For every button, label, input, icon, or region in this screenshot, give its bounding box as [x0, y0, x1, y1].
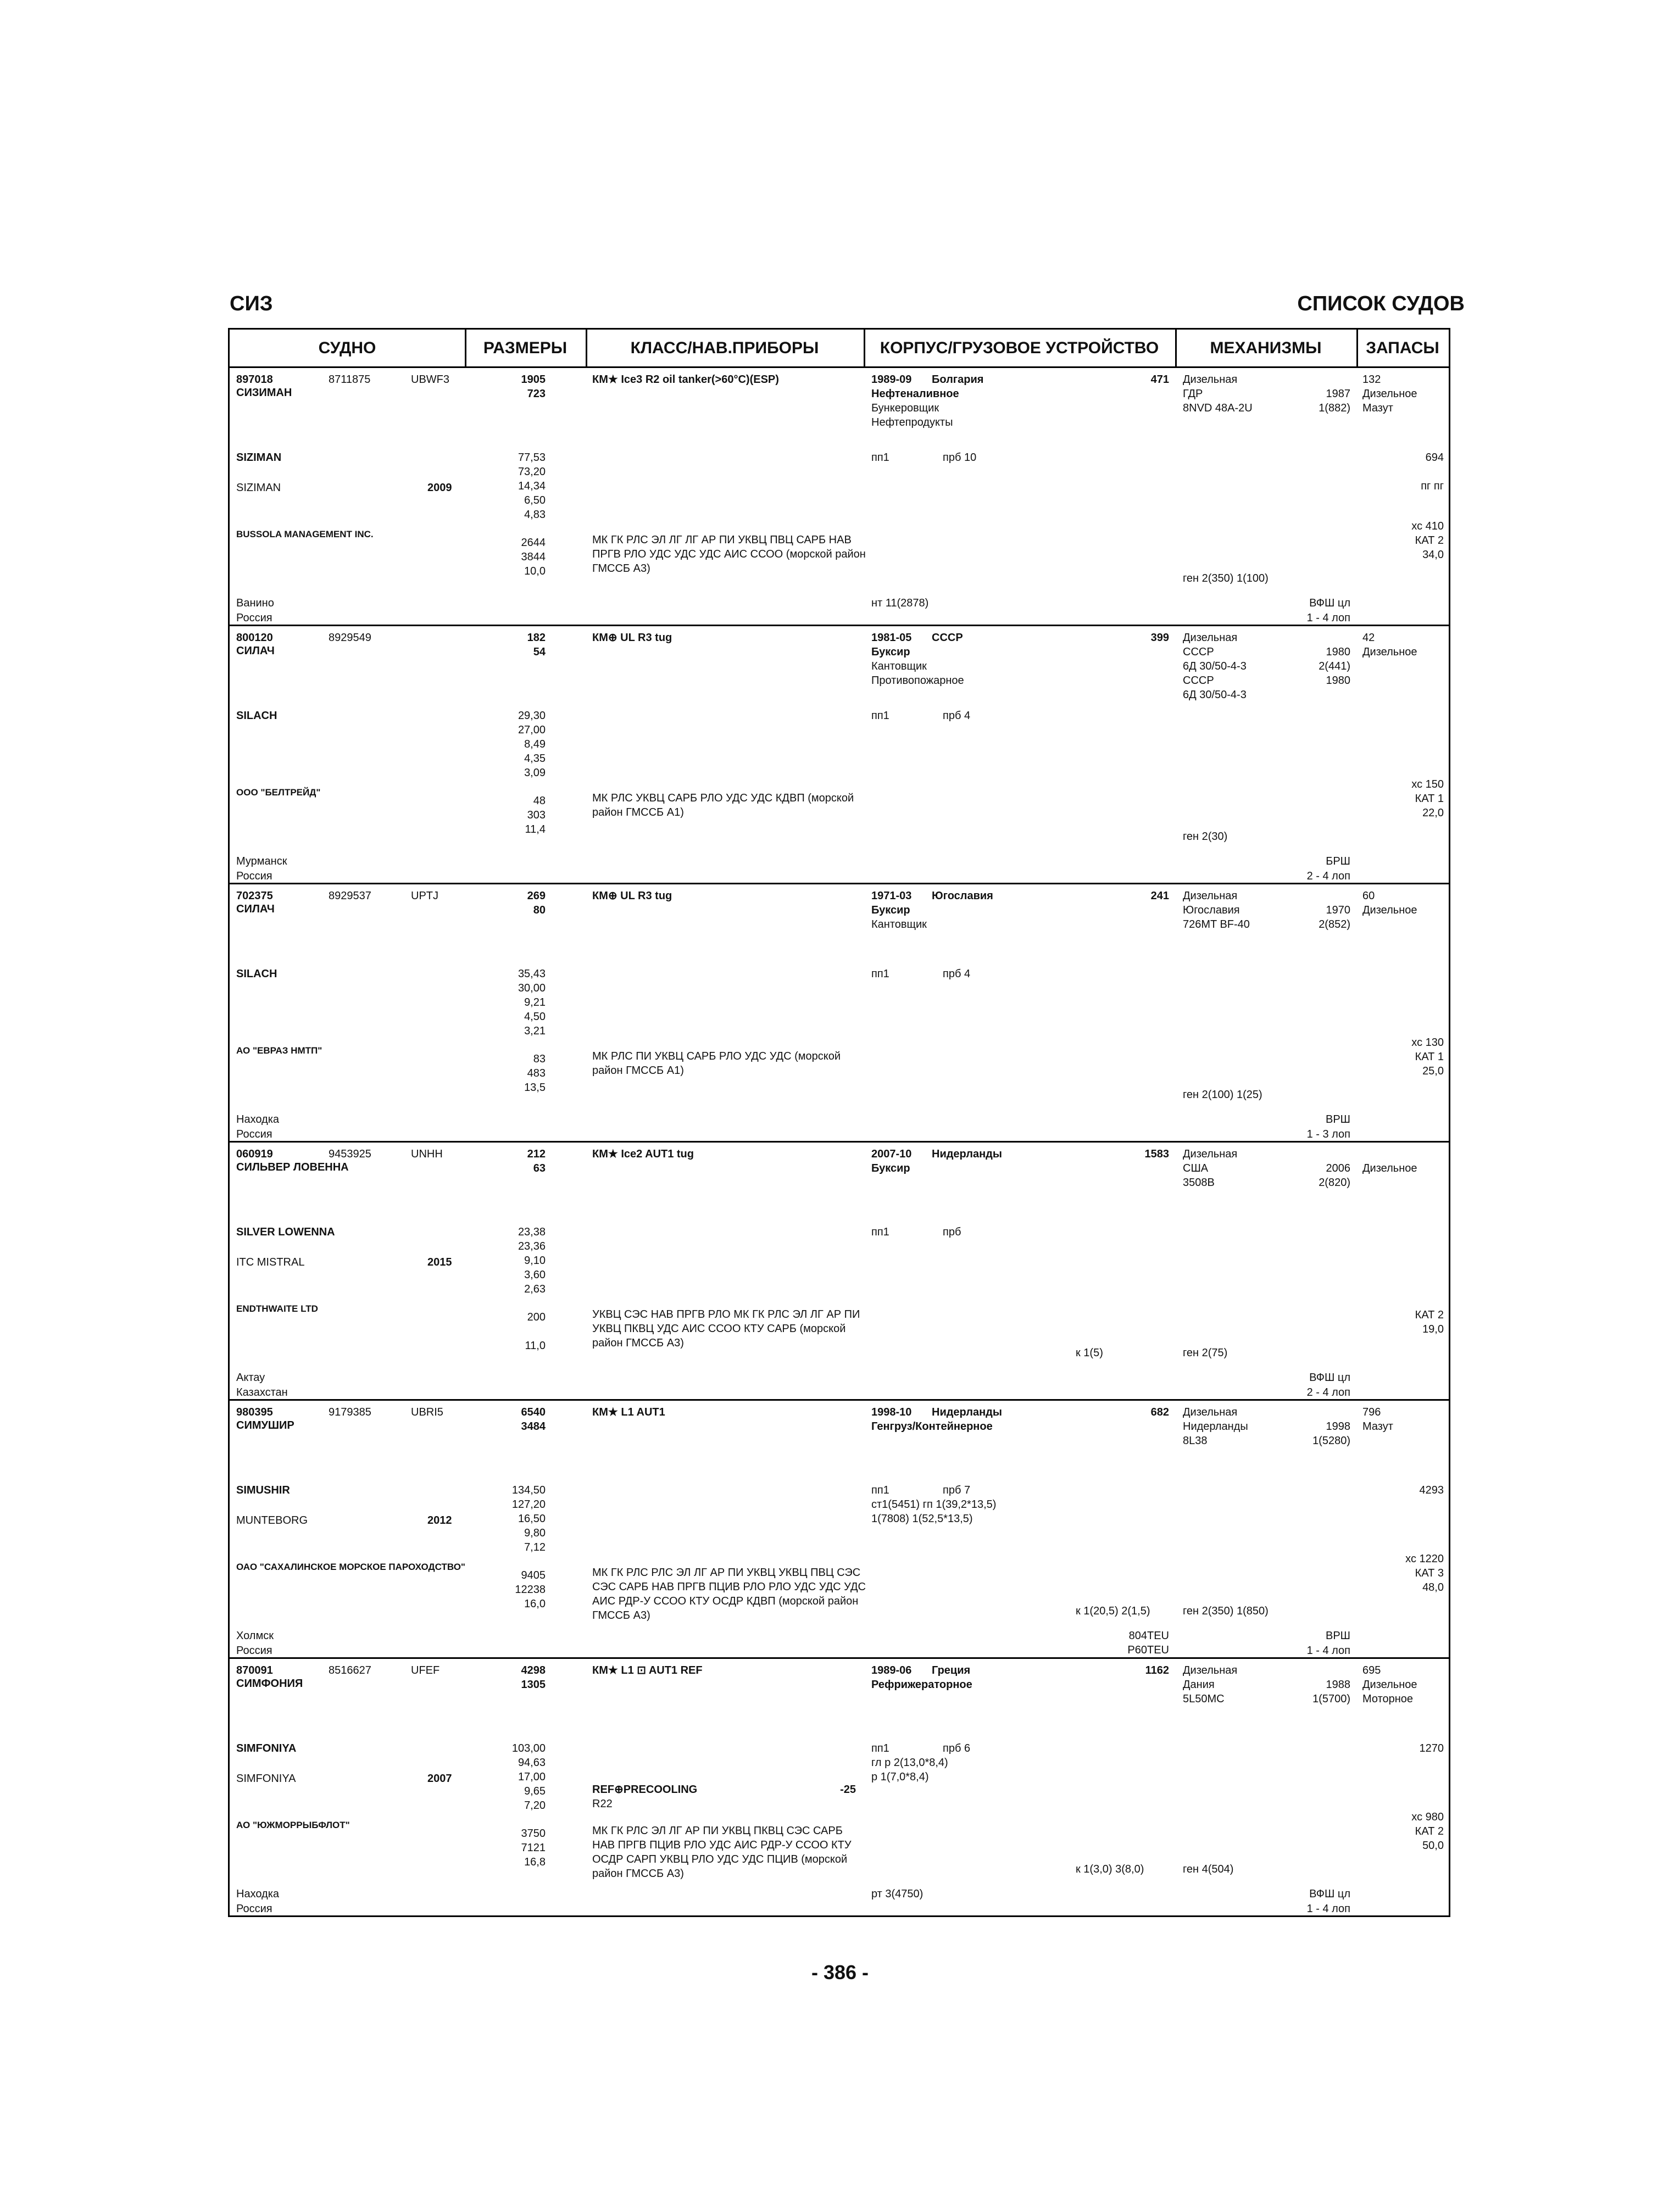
- flag-country: Россия: [236, 1128, 272, 1140]
- former-name: SIZIMAN: [236, 482, 281, 494]
- nav-equipment: МК ГК РЛС ЭЛ ЛГ ЛГ АР ПИ УКВЦ ПВЦ САРБ НАВ ПРГВ РЛО УДС УДС УДС АИС ССОО (морской район ГМССБ А3): [592, 534, 866, 575]
- hull-prb: прб: [943, 1226, 961, 1238]
- stores-line: 25,0: [1422, 1065, 1444, 1077]
- hull-number: 682: [1150, 1406, 1169, 1418]
- ship-record: [230, 1659, 1449, 1915]
- ship-name-ru: СИМУШИР: [236, 1419, 294, 1431]
- ship-id: 800120: [236, 632, 273, 644]
- mech-line: Нидерланды: [1183, 1420, 1248, 1433]
- dims-value: 48: [533, 795, 546, 807]
- dims-value: 7,12: [524, 1541, 546, 1553]
- stores-line: хс 980: [1411, 1811, 1444, 1823]
- callsign: UBWF3: [411, 374, 449, 386]
- dims-value: 3484: [521, 1420, 546, 1433]
- mech-line-value: 1988: [1326, 1679, 1350, 1691]
- mech-line: 3508B: [1183, 1177, 1215, 1189]
- mech-line: СССР: [1183, 675, 1214, 687]
- dims-value: 13,5: [524, 1082, 546, 1094]
- flag-country: Россия: [236, 1645, 272, 1657]
- dims-value: 723: [527, 388, 546, 400]
- former-year: 2012: [427, 1514, 452, 1527]
- hull-line: Рефрижераторное: [871, 1679, 972, 1691]
- col-header-ship: СУДНО: [230, 330, 465, 368]
- hull-line: Нефтеналивное: [871, 388, 959, 400]
- dims-value: 483: [527, 1067, 546, 1079]
- stores-line: хс 130: [1411, 1037, 1444, 1049]
- hull-extra: к 1(20,5) 2(1,5): [1076, 1605, 1150, 1617]
- class-notation: КМ★ Ice2 AUT1 tug: [592, 1148, 694, 1160]
- nav-equipment: МК РЛС УКВЦ САРБ РЛО УДС УДС КДВП (морской район ГМССБ А1): [592, 792, 854, 818]
- dims-value: 127,20: [511, 1498, 546, 1511]
- col-header-stores: ЗАПАСЫ: [1356, 330, 1449, 368]
- former-name: ITC MISTRAL: [236, 1256, 305, 1268]
- owner: АО "ЕВРАЗ НМТП": [236, 1045, 322, 1056]
- dims-value: 17,00: [518, 1771, 546, 1783]
- dims-value: 10,0: [524, 565, 546, 577]
- stores-line: Дизельное: [1362, 1679, 1417, 1691]
- former-year: 2007: [427, 1773, 452, 1785]
- dims-value: 303: [527, 809, 546, 821]
- ship-name-ru: СИЗИМАН: [236, 387, 292, 399]
- flag-country: Россия: [236, 870, 272, 882]
- dims-value: 23,38: [518, 1226, 546, 1238]
- callsign: UFEF: [411, 1664, 440, 1676]
- hull-line: Нефтепродукты: [871, 416, 953, 428]
- stores-line: Дизельное: [1362, 646, 1417, 658]
- ref-notation: REF⊕PRECOOLING: [592, 1784, 698, 1796]
- ship-record: [230, 1143, 1449, 1401]
- callsign: UNHH: [411, 1148, 443, 1160]
- hull-prb: прб 10: [943, 452, 977, 464]
- hull-prb: прб 4: [943, 968, 971, 980]
- hull-extra: к 1(3,0) 3(8,0): [1076, 1863, 1144, 1875]
- dims-value: 94,63: [518, 1757, 546, 1769]
- hull-year: 2007-10: [871, 1148, 912, 1160]
- stores-line: КАТ 2: [1415, 1825, 1444, 1837]
- mech-line: 5L50MC: [1183, 1693, 1225, 1705]
- mech-line-value: 2(441): [1319, 660, 1350, 672]
- propeller: ВФШ цл: [1309, 1372, 1350, 1384]
- dims-value: 6540: [521, 1406, 546, 1418]
- dims-value: 29,30: [518, 710, 546, 722]
- dims-value: 6,50: [524, 494, 546, 506]
- stores-line: КАТ 2: [1415, 1309, 1444, 1321]
- imo-number: 8929537: [329, 890, 371, 902]
- home-port: Мурманск: [236, 855, 287, 867]
- imo-number: 9179385: [329, 1406, 371, 1418]
- propeller: ВРШ: [1325, 1113, 1350, 1126]
- hull-pp: пп1: [871, 1226, 889, 1238]
- dims-value: 4,83: [524, 509, 546, 521]
- mech-generator: ген 2(350) 1(850): [1183, 1605, 1269, 1617]
- mech-line: США: [1183, 1162, 1209, 1174]
- former-name: SIMFONIYA: [236, 1773, 296, 1785]
- col-header-dims: РАЗМЕРЫ: [465, 330, 586, 368]
- dims-value: 4,50: [524, 1011, 546, 1023]
- dims-value: 200: [527, 1311, 546, 1323]
- stores-line: Мазут: [1362, 402, 1393, 414]
- flag-country: Казахстан: [236, 1386, 288, 1399]
- dims-value: 3844: [521, 551, 546, 563]
- hull-year: 1989-06: [871, 1664, 912, 1676]
- ship-id: 702375: [236, 890, 273, 902]
- hull-teu: P60TEU: [1127, 1644, 1169, 1656]
- dims-value: 11,4: [525, 823, 546, 835]
- ship-id: 870091: [236, 1664, 273, 1676]
- mech-line: 8NVD 48A-2U: [1183, 402, 1253, 414]
- dims-value: 182: [527, 632, 546, 644]
- propeller: ВФШ цл: [1309, 597, 1350, 609]
- class-notation: КМ★ L1 ⊡ AUT1 REF: [592, 1664, 703, 1676]
- dims-value: 14,34: [518, 480, 546, 492]
- mech-line-value: 1(882): [1319, 402, 1350, 414]
- dims-value: 269: [527, 890, 546, 902]
- stores-line: пг пг: [1421, 480, 1444, 492]
- hull-prb: прб 4: [943, 710, 971, 722]
- mech-line-value: 2006: [1326, 1162, 1350, 1174]
- header-left: СИЗ: [230, 292, 273, 315]
- hull-prb: прб 6: [943, 1742, 971, 1754]
- former-year: 2009: [427, 482, 452, 494]
- hull-line: Буксир: [871, 904, 910, 916]
- ships-table: [228, 328, 1450, 1917]
- ship-record: [230, 884, 1449, 1143]
- hull-number: 471: [1150, 374, 1169, 386]
- page-number: - 386 -: [811, 1961, 869, 1984]
- nav-equipment: МК ГК РЛС РЛС ЭЛ ЛГ АР ПИ УКВЦ УКВЦ ПВЦ СЭС СЭС САРБ НАВ ПРГВ ПЦИВ РЛО РЛО УДС УДС УДС АИС РДР-У ССОО КТУ ОСДР КДВП (морской район ГМССБ А3): [592, 1567, 866, 1622]
- dims-value: 212: [527, 1148, 546, 1160]
- hull-country: Греция: [932, 1664, 971, 1676]
- stores-line: 132: [1362, 374, 1381, 386]
- dims-value: 3,09: [524, 767, 546, 779]
- mech-line-value: 1980: [1326, 675, 1350, 687]
- header-right: СПИСОК СУДОВ: [1297, 292, 1465, 315]
- stores-line: КАТ 3: [1415, 1567, 1444, 1579]
- dims-value: 9,65: [524, 1785, 546, 1797]
- dims-value: 73,20: [518, 466, 546, 478]
- dims-value: 23,36: [518, 1240, 546, 1252]
- class-notation: КМ★ Ice3 R2 oil tanker(>60°C)(ESP): [592, 374, 779, 386]
- dims-value: 35,43: [518, 968, 546, 980]
- nav-equipment: МК ГК РЛС ЭЛ ЛГ АР ПИ УКВЦ ПКВЦ СЭС САРБ НАВ ПРГВ ПЦИВ РЛО УДС АИС РДР-У ССОО КТУ ОСДР САРП УКВЦ РЛО УДС УДС ПЦИВ (морской район ГМССБ А3): [592, 1825, 852, 1880]
- dims-value: 3,60: [524, 1269, 546, 1281]
- mech-generator: ген 2(30): [1183, 831, 1228, 843]
- dims-value: 30,00: [518, 982, 546, 994]
- owner: BUSSOLA MANAGEMENT INC.: [236, 529, 374, 539]
- mech-generator: ген 2(350) 1(100): [1183, 572, 1269, 584]
- ship-name-en: SIMFONIYA: [236, 1742, 297, 1754]
- hull-country: Нидерланды: [932, 1148, 1002, 1160]
- propeller-blades: 1 - 4 лоп: [1306, 1645, 1350, 1657]
- hull-extra: к 1(5): [1076, 1347, 1103, 1359]
- owner: АО "ЮЖМОРРЫБФЛОТ": [236, 1820, 350, 1830]
- mech-line: Дания: [1183, 1679, 1215, 1691]
- hull-line: Бункеровщик: [871, 402, 939, 414]
- hull-pp: пп1: [871, 452, 889, 464]
- hull-line: Кантовщик: [871, 660, 927, 672]
- stores-line: 1270: [1419, 1742, 1444, 1754]
- hull-cargo: 1(7808) 1(52,5*13,5): [871, 1513, 973, 1525]
- hull-number: 399: [1150, 632, 1169, 644]
- hull-year: 1998-10: [871, 1406, 912, 1418]
- hull-teu: 804TEU: [1128, 1630, 1169, 1642]
- mech-line: Югославия: [1183, 904, 1240, 916]
- dims-value: 8,49: [524, 738, 546, 750]
- hull-bottom: рт 3(4750): [871, 1888, 924, 1900]
- dims-value: 12238: [515, 1584, 546, 1596]
- col-header-class: КЛАСС/НАВ.ПРИБОРЫ: [586, 330, 864, 368]
- hull-country: СССР: [932, 632, 963, 644]
- dims-value: 77,53: [518, 452, 546, 464]
- hull-country: Югославия: [932, 890, 993, 902]
- dims-value: 80: [533, 904, 546, 916]
- dims-value: 63: [533, 1162, 546, 1174]
- dims-value: 9,21: [524, 996, 546, 1009]
- stores-line: 60: [1362, 890, 1375, 902]
- mech-type: Дизельная: [1183, 374, 1238, 386]
- stores-line: 22,0: [1422, 807, 1444, 819]
- dims-value: 1305: [521, 1679, 546, 1691]
- dims-value: 2,63: [524, 1283, 546, 1295]
- hull-line: Генгруз/Контейнерное: [871, 1420, 993, 1433]
- home-port: Холмск: [236, 1630, 274, 1642]
- former-year: 2015: [427, 1256, 452, 1268]
- stores-line: Дизельное: [1362, 1162, 1417, 1174]
- ship-record: [230, 626, 1449, 884]
- stores-line: хс 410: [1411, 520, 1444, 532]
- ship-name-ru: СИЛАЧ: [236, 645, 275, 657]
- stores-line: Дизельное: [1362, 904, 1417, 916]
- mech-line-value: 1970: [1326, 904, 1350, 916]
- class-notation: КМ★ L1 AUT1: [592, 1406, 665, 1418]
- dims-value: 4,35: [524, 753, 546, 765]
- dims-value: 2644: [521, 537, 546, 549]
- dims-value: 3750: [521, 1828, 546, 1840]
- owner: ОАО "САХАЛИНСКОЕ МОРСКОЕ ПАРОХОДСТВО": [236, 1562, 465, 1572]
- stores-line: Моторное: [1362, 1693, 1414, 1705]
- dims-value: 16,0: [524, 1598, 546, 1610]
- ref-temp: -25: [840, 1784, 856, 1796]
- col-header-hull: КОРПУС/ГРУЗОВОЕ УСТРОЙСТВО: [864, 330, 1175, 368]
- ship-name-en: SILVER LOWENNA: [236, 1226, 335, 1238]
- ship-name-ru: СИЛАЧ: [236, 903, 275, 915]
- mech-line: ГДР: [1183, 388, 1203, 400]
- stores-line: КАТ 1: [1415, 793, 1444, 805]
- propeller: БРШ: [1326, 855, 1350, 867]
- mech-type: Дизельная: [1183, 1664, 1238, 1676]
- dims-value: 11,0: [525, 1340, 546, 1352]
- stores-line: КАТ 2: [1415, 534, 1444, 547]
- hull-country: Нидерланды: [932, 1406, 1002, 1418]
- propeller: ВФШ цл: [1309, 1888, 1350, 1900]
- hull-number: 241: [1150, 890, 1169, 902]
- refrigerant: R22: [592, 1798, 613, 1810]
- dims-value: 134,50: [511, 1484, 546, 1496]
- dims-value: 16,8: [524, 1856, 546, 1868]
- callsign: UPTJ: [411, 890, 438, 902]
- mech-generator: ген 2(100) 1(25): [1183, 1089, 1262, 1101]
- mech-line: 6Д 30/50-4-3: [1183, 689, 1247, 701]
- mech-type: Дизельная: [1183, 632, 1238, 644]
- hull-year: 1971-03: [871, 890, 912, 902]
- hull-year: 1989-09: [871, 374, 912, 386]
- stores-line: 42: [1362, 632, 1375, 644]
- mech-generator: ген 4(504): [1183, 1863, 1234, 1875]
- propeller-blades: 1 - 3 лоп: [1306, 1128, 1350, 1140]
- home-port: Актау: [236, 1372, 265, 1384]
- ship-name-en: SILACH: [236, 968, 277, 980]
- ship-record: [230, 1401, 1449, 1659]
- hull-cargo: р 1(7,0*8,4): [871, 1771, 929, 1783]
- owner: ENDTHWAITE LTD: [236, 1303, 318, 1314]
- hull-line: Буксир: [871, 1162, 910, 1174]
- mech-line: 6Д 30/50-4-3: [1183, 660, 1247, 672]
- former-name: MUNTEBORG: [236, 1514, 308, 1527]
- propeller-blades: 1 - 4 лоп: [1306, 1903, 1350, 1915]
- stores-line: Дизельное: [1362, 388, 1417, 400]
- stores-line: КАТ 1: [1415, 1051, 1444, 1063]
- ship-id: 897018: [236, 374, 273, 386]
- hull-pp: пп1: [871, 1742, 889, 1754]
- mech-line: 726MT BF-40: [1183, 918, 1250, 931]
- mech-type: Дизельная: [1183, 890, 1238, 902]
- home-port: Находка: [236, 1113, 280, 1126]
- stores-line: 50,0: [1422, 1840, 1444, 1852]
- hull-number: 1583: [1144, 1148, 1169, 1160]
- propeller-blades: 2 - 4 лоп: [1306, 1386, 1350, 1399]
- dims-value: 9,10: [524, 1255, 546, 1267]
- ship-name-en: SIZIMAN: [236, 452, 282, 464]
- stores-line: 19,0: [1422, 1323, 1444, 1335]
- home-port: Находка: [236, 1888, 280, 1900]
- dims-value: 27,00: [518, 724, 546, 736]
- hull-pp: пп1: [871, 968, 889, 980]
- mech-line-value: 2(852): [1319, 918, 1350, 931]
- dims-value: 3,21: [524, 1025, 546, 1037]
- mech-generator: ген 2(75): [1183, 1347, 1228, 1359]
- hull-pp: пп1: [871, 1484, 889, 1496]
- hull-prb: прб 7: [943, 1484, 971, 1496]
- stores-line: 694: [1425, 452, 1444, 464]
- hull-line: Кантовщик: [871, 918, 927, 931]
- hull-bottom: нт 11(2878): [871, 597, 929, 609]
- mech-line: 8L38: [1183, 1435, 1208, 1447]
- propeller-blades: 1 - 4 лоп: [1306, 612, 1350, 624]
- mech-line-value: 2(820): [1319, 1177, 1350, 1189]
- ship-id: 980395: [236, 1406, 273, 1418]
- dims-value: 103,00: [511, 1742, 546, 1754]
- dims-value: 83: [533, 1053, 546, 1065]
- home-port: Ванино: [236, 597, 274, 609]
- dims-value: 9405: [521, 1569, 546, 1581]
- hull-number: 1162: [1145, 1664, 1169, 1676]
- mech-type: Дизельная: [1183, 1148, 1238, 1160]
- dims-value: 1905: [521, 374, 546, 386]
- flag-country: Россия: [236, 1903, 272, 1915]
- mech-line-value: 1(5280): [1312, 1435, 1350, 1447]
- stores-line: 34,0: [1422, 549, 1444, 561]
- hull-line: Противопожарное: [871, 675, 964, 687]
- propeller-blades: 2 - 4 лоп: [1306, 870, 1350, 882]
- ship-name-en: SILACH: [236, 710, 277, 722]
- hull-cargo: гл р 2(13,0*8,4): [871, 1757, 948, 1769]
- mech-line-value: 1(5700): [1312, 1693, 1350, 1705]
- dims-value: 16,50: [518, 1513, 546, 1525]
- dims-value: 4298: [521, 1664, 546, 1676]
- hull-year: 1981-05: [871, 632, 912, 644]
- nav-equipment: МК РЛС ПИ УКВЦ САРБ РЛО УДС УДС (морской район ГМССБ А1): [592, 1050, 841, 1077]
- owner: ООО "БЕЛТРЕЙД": [236, 787, 321, 798]
- class-notation: КМ⊕ UL R3 tug: [592, 890, 672, 902]
- dims-value: 9,80: [524, 1527, 546, 1539]
- callsign: UBRI5: [411, 1406, 443, 1418]
- propeller: ВРШ: [1325, 1630, 1350, 1642]
- stores-line: хс 150: [1411, 778, 1444, 790]
- hull-cargo: ст1(5451) гп 1(39,2*13,5): [871, 1498, 997, 1511]
- stores-line: 48,0: [1422, 1581, 1444, 1594]
- ship-name-en: SIMUSHIR: [236, 1484, 290, 1496]
- mech-line-value: 1998: [1326, 1420, 1350, 1433]
- mech-line-value: 1980: [1326, 646, 1350, 658]
- flag-country: Россия: [236, 612, 272, 624]
- imo-number: 9453925: [329, 1148, 371, 1160]
- hull-country: Болгария: [932, 374, 984, 386]
- ship-record: [230, 368, 1449, 626]
- hull-pp: пп1: [871, 710, 889, 722]
- nav-equipment: УКВЦ СЭС НАВ ПРГВ РЛО МК ГК РЛС ЭЛ ЛГ АР ПИ УКВЦ ПКВЦ УДС АИС ССОО КТУ САРБ (морской район ГМССБ А3): [592, 1308, 860, 1349]
- ship-name-ru: СИМФОНИЯ: [236, 1678, 303, 1690]
- dims-value: 7,20: [524, 1800, 546, 1812]
- mech-line: СССР: [1183, 646, 1214, 658]
- ship-name-ru: СИЛЬВЕР ЛОВЕННА: [236, 1161, 349, 1173]
- stores-line: 796: [1362, 1406, 1381, 1418]
- imo-number: 8516627: [329, 1664, 371, 1676]
- stores-line: хс 1220: [1405, 1553, 1444, 1565]
- mech-type: Дизельная: [1183, 1406, 1238, 1418]
- stores-line: 4293: [1419, 1484, 1444, 1496]
- class-notation: КМ⊕ UL R3 tug: [592, 632, 672, 644]
- ship-id: 060919: [236, 1148, 273, 1160]
- stores-line: Мазут: [1362, 1420, 1393, 1433]
- imo-number: 8929549: [329, 632, 371, 644]
- dims-value: 54: [533, 646, 546, 658]
- dims-value: 7121: [521, 1842, 546, 1854]
- hull-line: Буксир: [871, 646, 910, 658]
- stores-line: 695: [1362, 1664, 1381, 1676]
- mech-line-value: 1987: [1326, 388, 1350, 400]
- col-header-machinery: МЕХАНИЗМЫ: [1175, 330, 1356, 368]
- imo-number: 8711875: [329, 374, 371, 386]
